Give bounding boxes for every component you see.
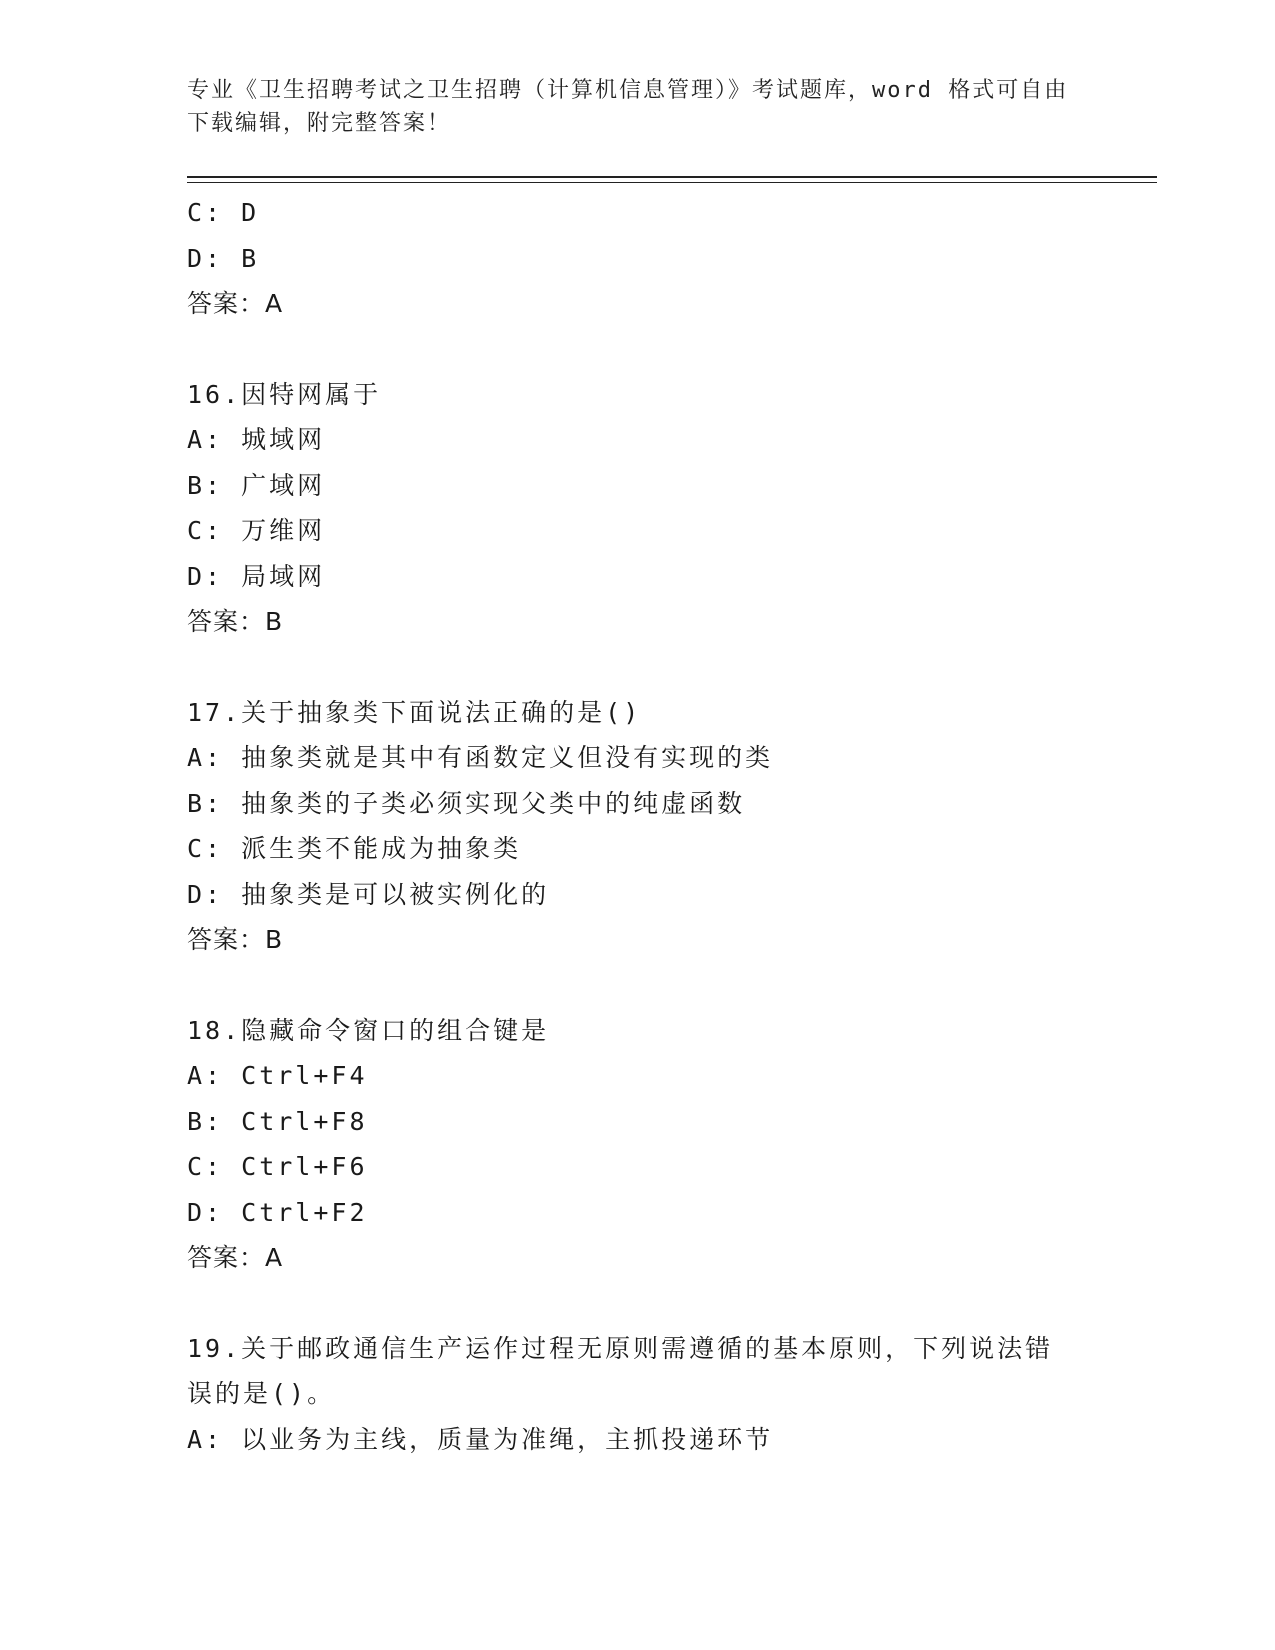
header-divider [187, 176, 1157, 178]
question-stem: 19.关于邮政通信生产运作过程无原则需遵循的基本原则，下列说法错误的是()。 [187, 1333, 1054, 1408]
option-d: D: 局域网 [187, 561, 326, 591]
answer-line: 答案：B [187, 925, 284, 954]
option-a: A: 城域网 [187, 425, 326, 454]
option-c: C: 派生类不能成为抽象类 [187, 834, 522, 863]
option-a: A: 抽象类就是其中有函数定义但没有实现的类 [187, 743, 774, 772]
option-b: B: 广域网 [187, 470, 326, 500]
question-stem: 16.因特网属于 [187, 379, 382, 409]
question-17 [187, 690, 1087, 963]
question-stem: 18.隐藏命令窗口的组合键是 [187, 1015, 550, 1045]
option-d: D: Ctrl+F2 [187, 1197, 368, 1227]
option-c: C: Ctrl+F6 [187, 1152, 368, 1181]
option-d: D: 抽象类是可以被实例化的 [187, 879, 550, 909]
question-stem: 17.关于抽象类下面说法正确的是() [187, 697, 642, 727]
question-19 [187, 1326, 1087, 1463]
option-a: A: Ctrl+F4 [187, 1061, 368, 1090]
answer-line: 答案：B [187, 607, 284, 636]
answer-line: 答案：A [187, 289, 284, 318]
option-b: B: Ctrl+F8 [187, 1106, 368, 1136]
question-list [187, 190, 1087, 1462]
option-a: A: 以业务为主线，质量为准绳，主抓投递环节 [187, 1424, 774, 1454]
option-c: C: 万维网 [187, 516, 326, 545]
option-d: D: B [187, 243, 260, 273]
answer-line: 答案：A [187, 1243, 284, 1272]
header-divider-thin [187, 182, 1157, 183]
question-18 [187, 1008, 1087, 1281]
option-b: B: 抽象类的子类必须实现父类中的纯虚函数 [187, 788, 746, 818]
page-header: 专业《卫生招聘考试之卫生招聘（计算机信息管理）》考试题库，word 格式可自由下载编辑，附完整答案！ [187, 78, 1069, 136]
question-16 [187, 372, 1087, 645]
option-c: C: D [187, 198, 260, 227]
question-15-partial [187, 190, 1087, 327]
